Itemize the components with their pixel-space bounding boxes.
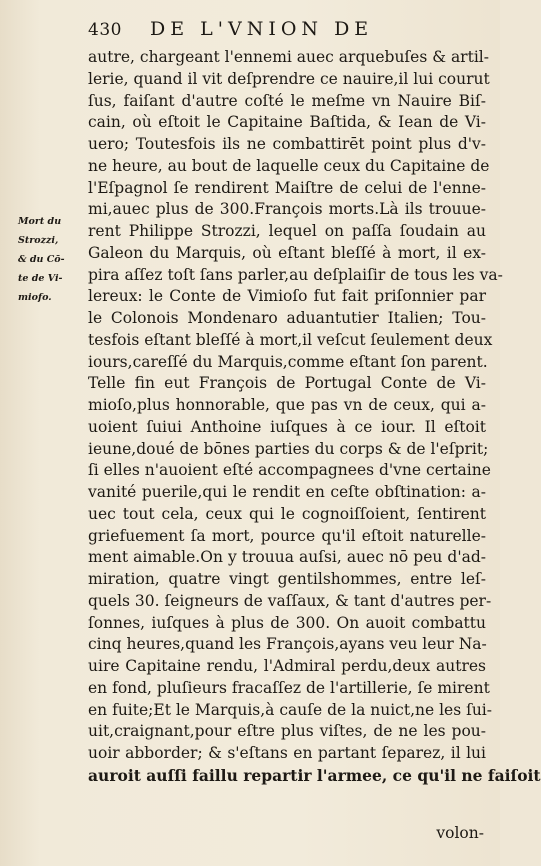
text-line: pira aſſez toſt ſans parler,au deſplaiſir de tous les va- (88, 265, 503, 284)
text-line: ſonnes, iuſques à plus de 300. On auoit combattu (88, 613, 486, 632)
text-line: l'Eſpagnol ſe rendirent Maiſtre de celui de l'enne- (88, 178, 486, 197)
catchword: volon- (436, 824, 484, 842)
text-line: ne heure, au bout de laquelle ceux du Capitaine de (88, 156, 490, 175)
text-line: ſi elles n'auoient eſté accompagnees d'vne certaine (88, 461, 491, 480)
text-line: mi,auec plus de 300.François morts.Là ils trouue- (88, 200, 486, 219)
running-title: DE L'VNION DE (150, 18, 374, 40)
text-line: lereux: le Conte de Vimioſo fut fait priſonnier par (88, 287, 486, 306)
text-line: iours,careſſé du Marquis,comme eſtant ſon parent. (88, 352, 488, 371)
marginal-note-line: & du Cō- (18, 254, 65, 265)
text-line: ieune,doué de bōnes parties du corps & de l'eſprit; (88, 439, 489, 458)
text-line: rent Philippe Strozzi, lequel on paſſa ſoudain au (88, 222, 486, 240)
text-line: en fuite;Et le Marquis,à cauſe de la nuict,ne les ſui- (88, 700, 492, 719)
marginal-note-line: miofo. (18, 292, 52, 303)
text-line: autre, chargeant l'ennemi auec arquebuſes & artil- (88, 48, 489, 66)
text-line: uero; Toutesfois ils ne combattirēt point plus d'v- (88, 135, 486, 153)
text-line: ſus, faiſant d'autre coſté le meſme vn Nauire Biſ- (88, 91, 486, 110)
marginal-note-line: Strozzi, (18, 235, 59, 246)
text-line: en fond, pluſieurs fracaſſez de l'artillerie, ſe mirent (88, 678, 490, 697)
text-line: mioſo,plus honnorable, que pas vn de ceux, qui a- (88, 396, 486, 414)
main-text-block (88, 47, 541, 787)
text-line: lerie, quand il vit deſprendre ce nauire,il lui courut (88, 69, 490, 88)
text-line: uec tout cela, ceux qui le cognoiſſoient, ſentirent (88, 504, 486, 523)
page-number: 430 (88, 20, 122, 40)
text-line: uoient ſuiui Anthoine iuſques à ce iour. Il eſtoit (88, 417, 486, 436)
text-line: uit,craignant,pour eſtre plus viſtes, de ne les pou- (88, 722, 486, 741)
text-line: griefuement ſa mort, pource qu'il eſtoit naturelle- (88, 526, 486, 545)
text-line: auroit auſſi faillu repartir l'armee, ce qu'il ne faiſoit (88, 765, 541, 785)
text-line: ment aimable.On y trouua auſsi, auec nō peu d'ad- (88, 548, 486, 567)
text-line: cain, où eſtoit le Capitaine Baſtida, & Iean de Vi- (88, 113, 486, 132)
text-line: miration, quatre vingt gentilshommes, entre leſ- (88, 570, 486, 588)
text-line: Galeon du Marquis, où eſtant bleſſé à mort, il ex- (88, 243, 486, 262)
text-line: vanité puerile,qui le rendit en ceſte obſtination: a- (88, 483, 486, 501)
text-line: le Colonois Mondenaro aduantutier Italien; Tou- (88, 309, 486, 327)
text-line: quels 30. ſeigneurs de vaſſaux, & tant d'autres per- (88, 591, 492, 610)
marginal-note-line: te de Vi- (18, 273, 63, 284)
text-line: uire Capitaine rendu, l'Admiral perdu,deux autres (88, 657, 486, 675)
marginal-note (18, 212, 80, 307)
text-line: Telle fin eut François de Portugal Conte de Vi- (88, 374, 486, 393)
text-line: uoir abborder; & s'eſtans en partant ſeparez, il lui (88, 744, 486, 762)
text-line: cinq heures,quand les François,ayans veu leur Na- (88, 635, 487, 654)
marginal-note-line: Mort du (18, 216, 62, 227)
page-header (88, 18, 488, 44)
text-line: tesfois eſtant bleſſé à mort,il veſcut ſeulement deux (88, 330, 493, 349)
